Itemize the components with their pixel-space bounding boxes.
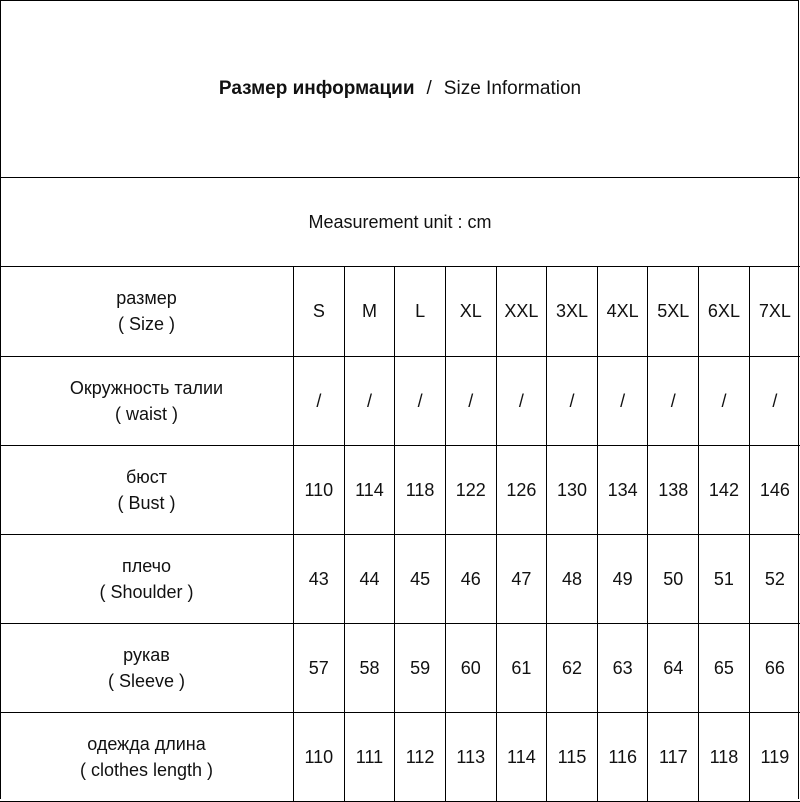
table-cell: 6XL bbox=[699, 267, 750, 356]
title-separator: / bbox=[426, 77, 432, 99]
table-cell: 59 bbox=[395, 623, 446, 712]
row-label-english: ( waist ) bbox=[115, 403, 178, 424]
table-cell: / bbox=[597, 356, 648, 445]
table-cell: 118 bbox=[395, 445, 446, 534]
table-cell: 112 bbox=[395, 712, 446, 801]
table-cell: XL bbox=[445, 267, 496, 356]
size-row bbox=[0, 267, 800, 356]
table-cell: 47 bbox=[496, 534, 547, 623]
row-label bbox=[0, 356, 294, 445]
sleeve-row bbox=[0, 623, 800, 712]
table-cell: M bbox=[344, 267, 395, 356]
row-label-english: ( Bust ) bbox=[117, 492, 176, 513]
table-cell: / bbox=[699, 356, 750, 445]
table-cell: 3XL bbox=[547, 267, 598, 356]
table-cell: / bbox=[496, 356, 547, 445]
size-table bbox=[0, 267, 800, 802]
row-label-english: ( Shoulder ) bbox=[99, 581, 194, 602]
table-cell: 63 bbox=[597, 623, 648, 712]
row-label-russian: плечо bbox=[121, 555, 172, 576]
table-cell: 142 bbox=[699, 445, 750, 534]
row-label bbox=[0, 445, 294, 534]
table-cell: 46 bbox=[445, 534, 496, 623]
row-label bbox=[0, 623, 294, 712]
table-cell: 4XL bbox=[597, 267, 648, 356]
shoulder-row bbox=[0, 534, 800, 623]
bust-row bbox=[0, 445, 800, 534]
table-cell: 7XL bbox=[749, 267, 800, 356]
table-cell: 118 bbox=[699, 712, 750, 801]
table-cell: 50 bbox=[648, 534, 699, 623]
table-cell: / bbox=[294, 356, 345, 445]
table-cell: 146 bbox=[749, 445, 800, 534]
table-cell: 62 bbox=[547, 623, 598, 712]
table-cell: 116 bbox=[597, 712, 648, 801]
table-cell: 110 bbox=[294, 445, 345, 534]
row-label bbox=[0, 712, 294, 801]
table-cell: 117 bbox=[648, 712, 699, 801]
table-cell: 61 bbox=[496, 623, 547, 712]
row-label bbox=[0, 267, 294, 356]
row-label-russian: бюст bbox=[125, 466, 168, 487]
row-label bbox=[0, 534, 294, 623]
table-cell: 51 bbox=[699, 534, 750, 623]
row-label-russian: размер bbox=[116, 288, 177, 309]
table-cell: / bbox=[648, 356, 699, 445]
table-cell: 130 bbox=[547, 445, 598, 534]
table-cell: 138 bbox=[648, 445, 699, 534]
table-cell: 111 bbox=[344, 712, 395, 801]
title-russian: Размер информации bbox=[218, 77, 415, 99]
table-cell: 114 bbox=[496, 712, 547, 801]
waist-row bbox=[0, 356, 800, 445]
table-cell: 49 bbox=[597, 534, 648, 623]
table-cell: 43 bbox=[294, 534, 345, 623]
row-label-english: ( Size ) bbox=[117, 314, 175, 335]
table-cell: 126 bbox=[496, 445, 547, 534]
row-label-russian: рукав bbox=[123, 644, 170, 665]
row-label-russian: Окружность талии bbox=[69, 377, 224, 398]
table-cell: 122 bbox=[445, 445, 496, 534]
title-english: Size Information bbox=[443, 77, 582, 99]
table-cell: / bbox=[547, 356, 598, 445]
table-cell: / bbox=[344, 356, 395, 445]
measurement-unit: Measurement unit : cm bbox=[0, 178, 800, 267]
table-cell: 57 bbox=[294, 623, 345, 712]
row-label-english: ( Sleeve ) bbox=[107, 670, 186, 691]
table-cell: 52 bbox=[749, 534, 800, 623]
table-cell: L bbox=[395, 267, 446, 356]
row-label-russian: одежда длина bbox=[87, 733, 206, 754]
table-cell: 115 bbox=[547, 712, 598, 801]
table-cell: / bbox=[445, 356, 496, 445]
table-cell: 58 bbox=[344, 623, 395, 712]
title-row bbox=[0, 0, 800, 178]
table-cell: 119 bbox=[749, 712, 800, 801]
table-cell: 114 bbox=[344, 445, 395, 534]
table-cell: 60 bbox=[445, 623, 496, 712]
row-label-english: ( clothes length ) bbox=[79, 759, 214, 780]
table-cell: 44 bbox=[344, 534, 395, 623]
table-cell: S bbox=[294, 267, 345, 356]
table-cell: / bbox=[749, 356, 800, 445]
table-cell: 5XL bbox=[648, 267, 699, 356]
table-cell: 66 bbox=[749, 623, 800, 712]
table-cell: 64 bbox=[648, 623, 699, 712]
table-cell: 65 bbox=[699, 623, 750, 712]
table-cell: 110 bbox=[294, 712, 345, 801]
table-cell: 45 bbox=[395, 534, 446, 623]
table-cell: / bbox=[395, 356, 446, 445]
table-cell: 134 bbox=[597, 445, 648, 534]
table-cell: XXL bbox=[496, 267, 547, 356]
length-row bbox=[0, 712, 800, 801]
table-cell: 48 bbox=[547, 534, 598, 623]
table-cell: 113 bbox=[445, 712, 496, 801]
